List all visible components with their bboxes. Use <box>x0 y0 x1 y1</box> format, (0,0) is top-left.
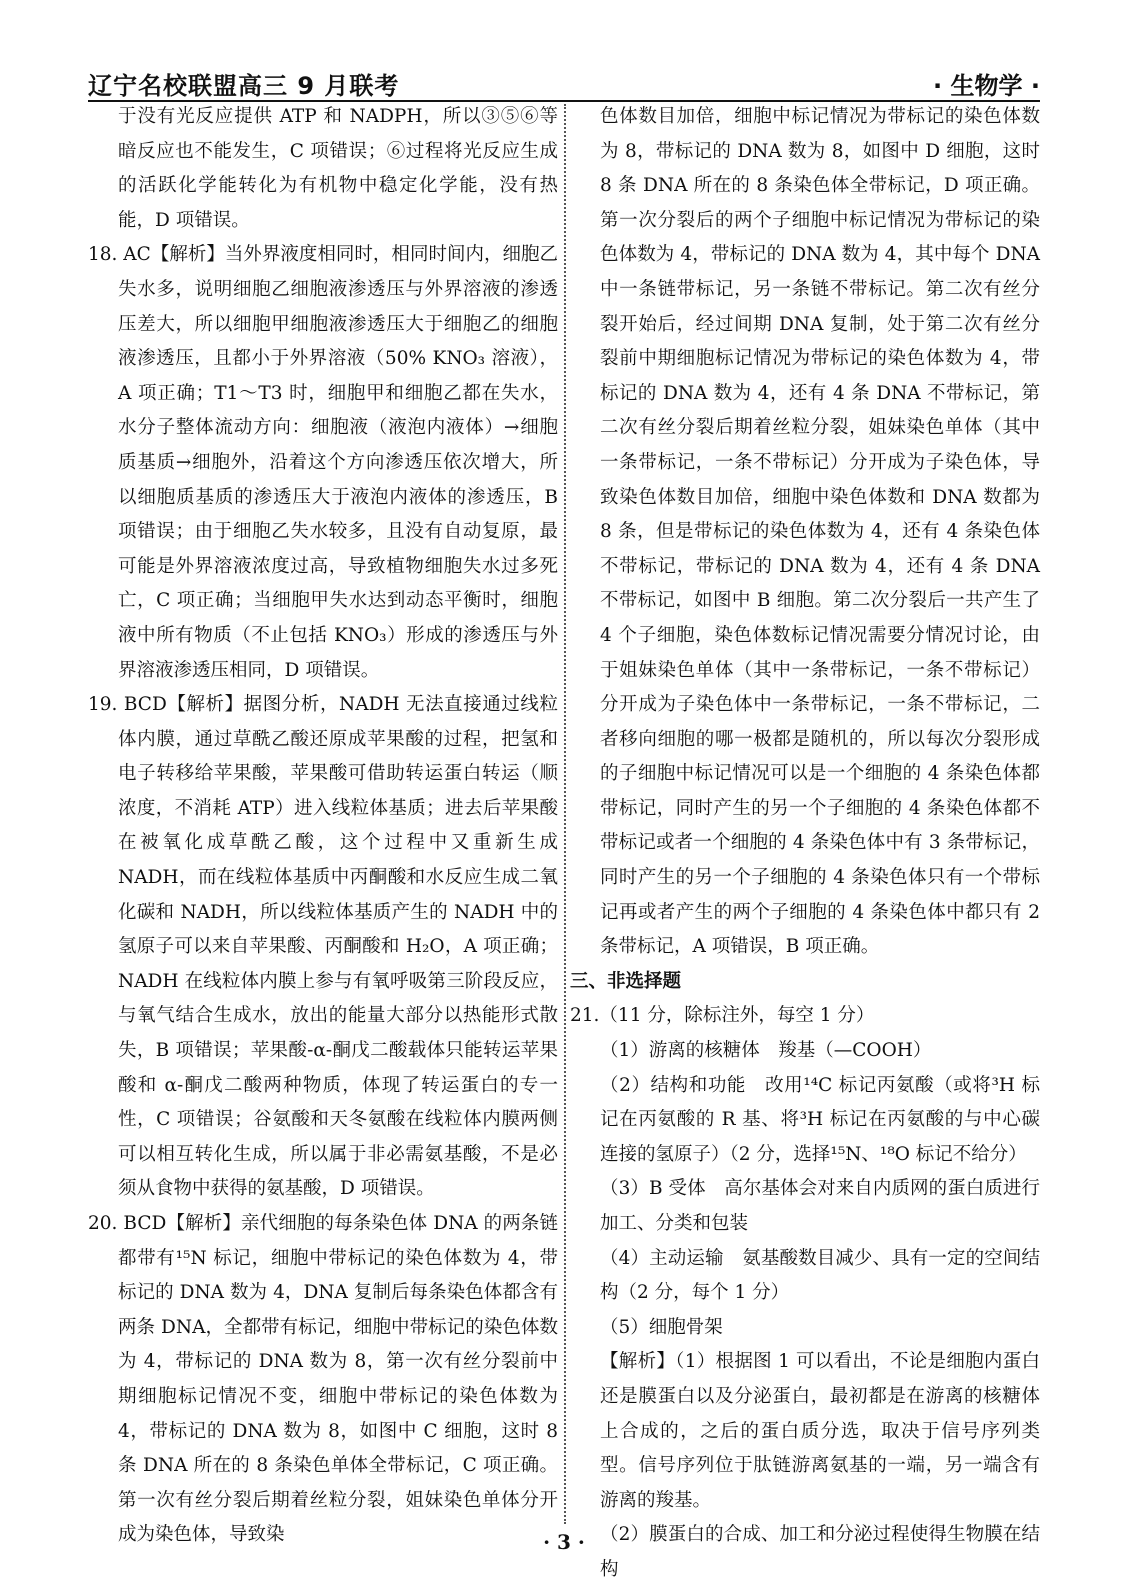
question-21-heading: 21.（11 分，除标注外，每空 1 分） <box>570 1005 875 1027</box>
right-column <box>570 100 1040 1588</box>
section-heading: 三、非选择题 <box>570 970 682 992</box>
analysis-21-1: 【解析】（1）根据图 1 可以看出，不论是细胞内蛋白还是膜蛋白以及分泌蛋白，最初都是在游离的核糖体上合成的，之后的蛋白质分选，取决于信号序列类型。信号序列位于肽链游离氨基的一端，另一端含有游离的羧基。 <box>600 1351 1040 1511</box>
analysis-21-2: （2）膜蛋白的合成、加工和分泌过程使得生物膜在结构 <box>600 1524 1040 1580</box>
answer-21-1: （1）游离的核糖体 羧基（—COOH） <box>600 1040 932 1062</box>
answer-20: 20. BCD【解析】亲代细胞的每条染色体 DNA 的两条链都带有¹⁵N 标记，细胞中带标记的染色体数为 4，带标记的 DNA 数为 4，DNA 复制后每条染色体都含有两条 DNA，全都带有标记，细胞中带标记的染色体数为 4，带标记的 DNA 数为 8，第一次有丝分裂前中期细胞标记情况不变，细胞中带标记的染色体数为 4，带标记的 DNA 数为 8，如图中 C 细胞，这时 8 条 DNA 所在的 8 条染色单体全带标记，C 项正确。第一次有丝分裂后期着丝粒分裂，姐妹染色单体分开成为染色体，导致染 <box>88 1213 558 1546</box>
header-subject: · 生物学 · <box>933 72 1040 100</box>
answer-21-2: （2）结构和功能 改用¹⁴C 标记丙氨酸（或将³H 标记在丙氨酸的 R 基、将³H 标记在丙氨酸的与中心碳连接的氢原子）（2 分，选择¹⁵N、¹⁸O 标记不给分） <box>600 1074 1040 1165</box>
answer-21-5: （5）细胞骨架 <box>600 1316 723 1338</box>
answer-17-continuation: 于没有光反应提供 ATP 和 NADPH，所以③⑤⑥等暗反应也不能发生，C 项错误；⑥过程将光反应生成的活跃化学能转化为有机物中稳定化学能，没有热能，D 项错误。 <box>118 106 558 231</box>
page-number: · 3 · <box>543 1530 585 1554</box>
header-title: 辽宁名校联盟高三 9 月联考 <box>88 72 400 100</box>
left-column <box>88 100 558 1553</box>
answer-21-4: （4）主动运输 氨基酸数目减少、具有一定的空间结构（2 分，每个 1 分） <box>600 1247 1040 1304</box>
page-header <box>88 64 1040 98</box>
column-divider <box>564 104 566 1524</box>
answer-21-3: （3）B 受体 高尔基体会对来自内质网的蛋白质进行加工、分类和包装 <box>600 1178 1040 1234</box>
answer-19: 19. BCD【解析】据图分析，NADH 无法直接通过线粒体内膜，通过草酰乙酸还原成苹果酸的过程，把氢和电子转移给苹果酸，苹果酸可借助转运蛋白转运（顺浓度，不消耗 ATP）进入线粒体基质；进去后苹果酸在被氧化成草酰乙酸，这个过程中又重新生成 NADH，而在线粒体基质中丙酮酸和水反应生成二氧化碳和 NADH，所以线粒体基质产生的 NADH 中的氢原子可以来自苹果酸、丙酮酸和 H₂O，A 项正确；NADH 在线粒体内膜上参与有氧呼吸第三阶段反应，与氧气结合生成水，放出的能量大部分以热能形式散失，B 项错误；苹果酸-α-酮戊二酸载体只能转运苹果酸和 α-酮戊二酸两种物质，体现了转运蛋白的专一性，C 项错误；谷氨酸和天冬氨酸在线粒体内膜两侧可以相互转化生成，所以属于非必需氨基酸，不是必须从食物中获得的氨基酸，D 项错误。 <box>88 694 558 1200</box>
answer-18: 18. AC【解析】当外界液度相同时，相同时间内，细胞乙失水多，说明细胞乙细胞液渗透压与外界溶液的渗透压差大，所以细胞甲细胞液渗透压大于细胞乙的细胞液渗透压，且都小于外界溶液（50% KNO₃ 溶液），A 项正确；T1～T3 时，细胞甲和细胞乙都在失水，水分子整体流动方向：细胞液（液泡内液体）→细胞质基质→细胞外，沿着这个方向渗透压依次增大，所以细胞质基质的渗透压大于液泡内液体的渗透压，B 项错误；由于细胞乙失水较多，且没有自动复原，最可能是外界溶液浓度过高，导致植物细胞失水过多死亡，C 项正确；当细胞甲失水达到动态平衡时，细胞液中所有物质（不止包括 KNO₃）形成的渗透压与外界溶液渗透压相同，D 项错误。 <box>88 244 558 681</box>
answer-20-continuation: 色体数目加倍，细胞中标记情况为带标记的染色体数为 8，带标记的 DNA 数为 8，如图中 D 细胞，这时 8 条 DNA 所在的 8 条染色体全带标记，D 项正确。第一次分裂后的两个子细胞中标记情况为带标记的染色体数为 4，带标记的 DNA 数为 4，其中每个 DNA 中一条链带标记，另一条链不带标记。第二次有丝分裂开始后，经过间期 DNA 复制，处于第二次有丝分裂前中期细胞标记情况为带标记的染色体数为 4，带标记的 DNA 数为 4，还有 4 条 DNA 不带标记，第二次有丝分裂后期着丝粒分裂，姐妹染色单体（其中一条带标记，一条不带标记）分开成为子染色体，导致染色体数目加倍，细胞中染色体数和 DNA 数都为 8 条，但是带标记的染色体数为 4，还有 4 条染色体不带标记，带标记的 DNA 数为 4，还有 4 条 DNA 不带标记，如图中 B 细胞。第二次分裂后一共产生了 4 个子细胞，染色体数标记情况需要分情况讨论，由于姐妹染色单体（其中一条带标记，一条不带标记）分开成为子染色体中一条带标记，一条不带标记，二者移向细胞的哪一极都是随机的，所以每次分裂形成的子细胞中标记情况可以是一个细胞的 4 条染色体都带标记，同时产生的另一个子细胞的 4 条染色体都不带标记或者一个细胞的 4 条染色体中有 3 条带标记，同时产生的另一个子细胞的 4 条染色体只有一个带标记再或者产生的两个子细胞的 4 条染色体中都只有 2 条带标记，A 项错误，B 项正确。 <box>600 106 1040 958</box>
